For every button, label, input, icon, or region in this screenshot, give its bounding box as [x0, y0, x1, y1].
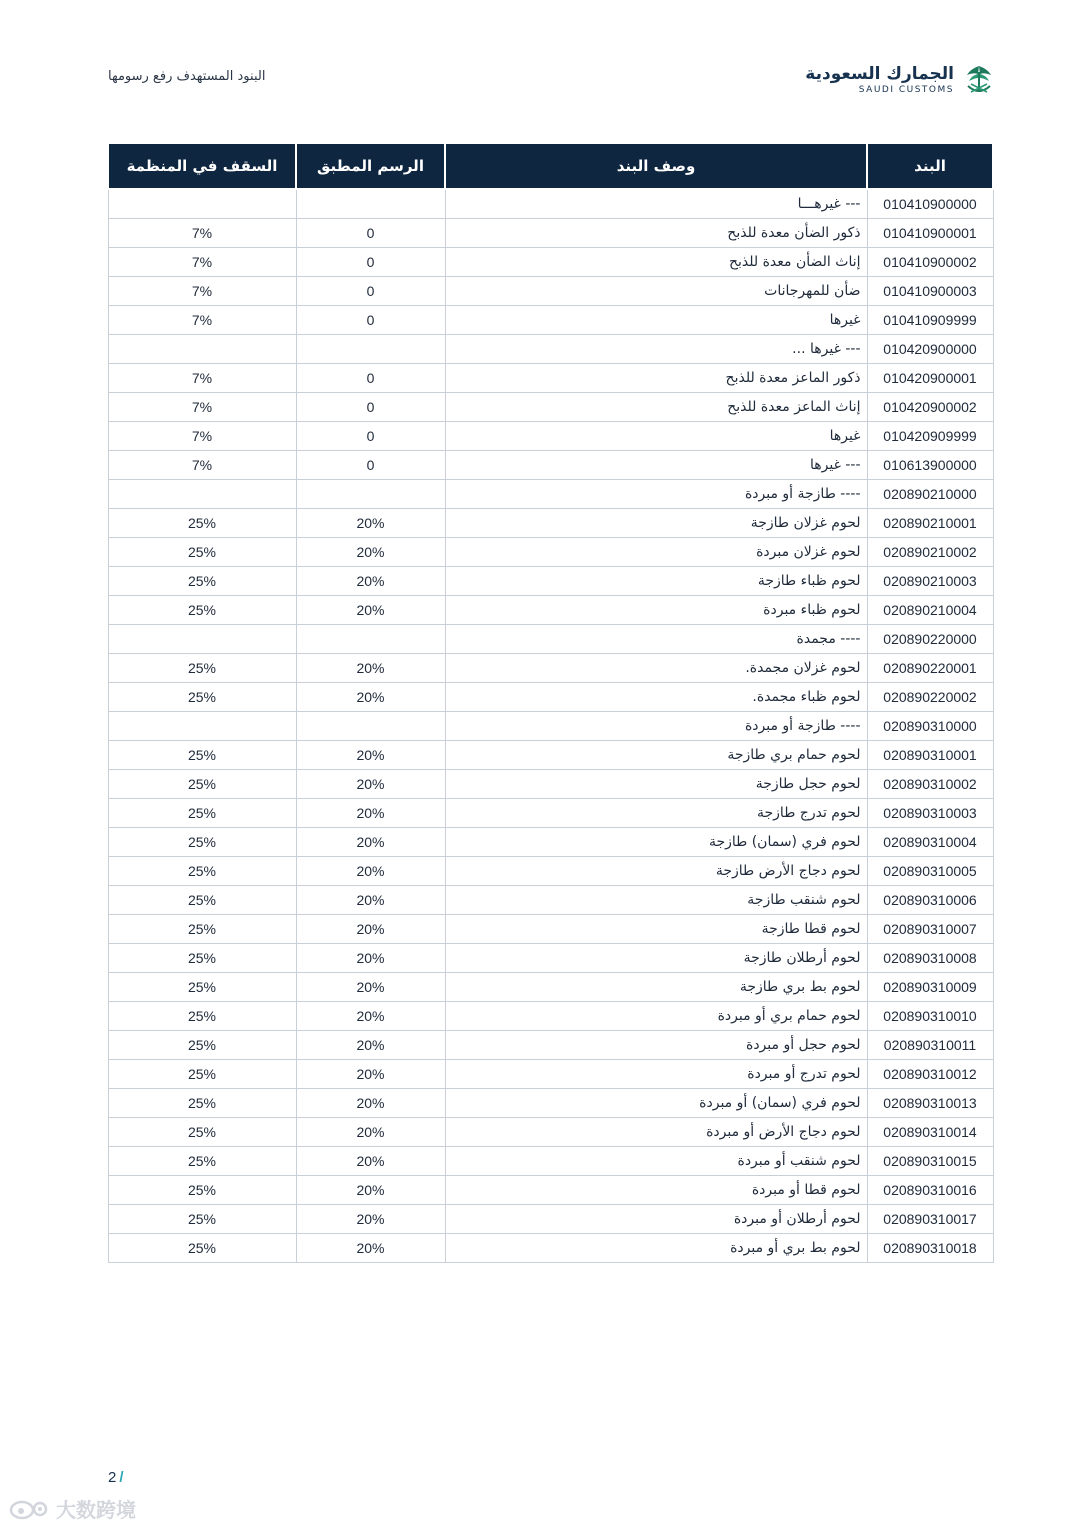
cell-wto-ceiling: 25%: [108, 1002, 296, 1031]
cell-code: 020890310003: [867, 799, 993, 828]
cell-code: 020890310007: [867, 915, 993, 944]
document-title: البنود المستهدف رفع رسومها: [108, 69, 266, 84]
cell-wto-ceiling: [108, 625, 296, 654]
cell-wto-ceiling: 25%: [108, 828, 296, 857]
cell-applied-duty: 20%: [296, 538, 445, 567]
cell-description: لحوم غزلان طازجة: [445, 509, 867, 538]
cell-description: لحوم تدرج أو مبردة: [445, 1060, 867, 1089]
cell-applied-duty: 0: [296, 451, 445, 480]
cell-code: 020890310011: [867, 1031, 993, 1060]
table-row: [108, 1205, 993, 1234]
cell-wto-ceiling: 7%: [108, 393, 296, 422]
cell-applied-duty: 20%: [296, 886, 445, 915]
table-row: [108, 422, 993, 451]
cell-wto-ceiling: 25%: [108, 654, 296, 683]
logo-arabic-text: الجمارك السعودية: [805, 64, 954, 84]
cell-wto-ceiling: 25%: [108, 741, 296, 770]
table-row: [108, 451, 993, 480]
column-header-applied-duty: الرسم المطبق: [296, 143, 445, 189]
column-header-wto-ceiling: السقف في المنظمة: [108, 143, 296, 189]
cell-description: إناث الضأن معدة للذبح: [445, 248, 867, 277]
cell-applied-duty: 20%: [296, 1060, 445, 1089]
saudi-customs-logo: [805, 62, 996, 98]
cell-wto-ceiling: 7%: [108, 364, 296, 393]
cell-wto-ceiling: 25%: [108, 1060, 296, 1089]
cell-wto-ceiling: 7%: [108, 248, 296, 277]
table-body: [108, 189, 993, 1263]
table-row: [108, 306, 993, 335]
cell-description: لحوم غزلان مبردة: [445, 538, 867, 567]
cell-description: لحوم حجل أو مبردة: [445, 1031, 867, 1060]
cell-description: لحوم دجاج الأرض أو مبردة: [445, 1118, 867, 1147]
cell-wto-ceiling: 7%: [108, 306, 296, 335]
cell-description: لحوم حمام بري طازجة: [445, 741, 867, 770]
table-row: [108, 915, 993, 944]
cell-applied-duty: [296, 712, 445, 741]
cell-applied-duty: 20%: [296, 596, 445, 625]
cell-wto-ceiling: 7%: [108, 277, 296, 306]
cell-applied-duty: 20%: [296, 915, 445, 944]
table-row: [108, 596, 993, 625]
cell-wto-ceiling: 25%: [108, 944, 296, 973]
cell-applied-duty: 20%: [296, 1118, 445, 1147]
table-row: [108, 1118, 993, 1147]
cell-code: 020890310012: [867, 1060, 993, 1089]
table-row: [108, 770, 993, 799]
cell-code: 010613900000: [867, 451, 993, 480]
watermark-text: 大数跨境: [56, 1498, 136, 1522]
cell-wto-ceiling: 25%: [108, 1176, 296, 1205]
cell-applied-duty: 20%: [296, 973, 445, 1002]
page-number-value: 2: [108, 1469, 117, 1486]
table-row: [108, 712, 993, 741]
cell-applied-duty: 0: [296, 422, 445, 451]
cell-code: 020890310010: [867, 1002, 993, 1031]
cell-wto-ceiling: 7%: [108, 422, 296, 451]
weibo-logo-icon: [8, 1498, 52, 1520]
cell-applied-duty: [296, 335, 445, 364]
cell-code: 020890310009: [867, 973, 993, 1002]
table-row: [108, 277, 993, 306]
table-row: [108, 857, 993, 886]
cell-applied-duty: 20%: [296, 857, 445, 886]
cell-code: 020890310004: [867, 828, 993, 857]
cell-description: لحوم ظباء طازجة: [445, 567, 867, 596]
cell-applied-duty: 20%: [296, 1205, 445, 1234]
cell-wto-ceiling: 25%: [108, 567, 296, 596]
cell-applied-duty: 20%: [296, 1031, 445, 1060]
cell-applied-duty: 0: [296, 306, 445, 335]
cell-code: 010420909999: [867, 422, 993, 451]
cell-applied-duty: 20%: [296, 799, 445, 828]
table-row: [108, 886, 993, 915]
cell-description: لحوم أرطلان أو مبردة: [445, 1205, 867, 1234]
cell-applied-duty: 20%: [296, 770, 445, 799]
table-header-row: [108, 143, 993, 189]
cell-description: ذكور الضأن معدة للذبح: [445, 219, 867, 248]
cell-wto-ceiling: 25%: [108, 509, 296, 538]
cell-wto-ceiling: 25%: [108, 1205, 296, 1234]
cell-code: 010410909999: [867, 306, 993, 335]
cell-code: 020890210002: [867, 538, 993, 567]
table-row: [108, 364, 993, 393]
cell-wto-ceiling: 25%: [108, 1147, 296, 1176]
table-row: [108, 1002, 993, 1031]
cell-wto-ceiling: 7%: [108, 219, 296, 248]
page-number: [108, 1469, 124, 1486]
cell-description: ذكور الماعز معدة للذبح: [445, 364, 867, 393]
cell-wto-ceiling: [108, 189, 296, 219]
cell-code: 010410900000: [867, 189, 993, 219]
cell-applied-duty: 0: [296, 364, 445, 393]
cell-code: 020890310015: [867, 1147, 993, 1176]
table-row: [108, 799, 993, 828]
table-row: [108, 1060, 993, 1089]
cell-description: ---- مجمدة: [445, 625, 867, 654]
cell-code: 020890310013: [867, 1089, 993, 1118]
table-row: [108, 1147, 993, 1176]
table-row: [108, 741, 993, 770]
cell-wto-ceiling: 25%: [108, 596, 296, 625]
cell-description: لحوم حجل طازجة: [445, 770, 867, 799]
cell-description: --- غيرها ...: [445, 335, 867, 364]
table-row: [108, 1031, 993, 1060]
cell-applied-duty: [296, 625, 445, 654]
logo-english-text: SAUDI CUSTOMS: [858, 85, 954, 95]
cell-description: غيرها: [445, 422, 867, 451]
cell-wto-ceiling: 25%: [108, 915, 296, 944]
cell-applied-duty: 20%: [296, 654, 445, 683]
cell-code: 020890310018: [867, 1234, 993, 1263]
cell-applied-duty: 20%: [296, 1089, 445, 1118]
cell-code: 020890310017: [867, 1205, 993, 1234]
cell-description: إناث الماعز معدة للذبح: [445, 393, 867, 422]
cell-code: 020890220000: [867, 625, 993, 654]
table-row: [108, 567, 993, 596]
cell-code: 020890210004: [867, 596, 993, 625]
cell-code: 010410900001: [867, 219, 993, 248]
cell-wto-ceiling: [108, 335, 296, 364]
cell-description: لحوم أرطلان طازجة: [445, 944, 867, 973]
cell-description: لحوم ظباء مجمدة.: [445, 683, 867, 712]
cell-description: لحوم شنقب أو مبردة: [445, 1147, 867, 1176]
cell-description: لحوم دجاج الأرض طازجة: [445, 857, 867, 886]
cell-applied-duty: 20%: [296, 1234, 445, 1263]
table-row: [108, 1089, 993, 1118]
cell-description: غيرها: [445, 306, 867, 335]
table-row: [108, 1176, 993, 1205]
cell-code: 020890310008: [867, 944, 993, 973]
cell-description: لحوم شنقب طازجة: [445, 886, 867, 915]
cell-description: --- غيرها: [445, 451, 867, 480]
cell-code: 020890310001: [867, 741, 993, 770]
cell-code: 010410900003: [867, 277, 993, 306]
cell-code: 020890310014: [867, 1118, 993, 1147]
column-header-code: البند: [867, 143, 993, 189]
table-row: [108, 248, 993, 277]
watermark: [8, 1494, 136, 1523]
cell-code: 010410900002: [867, 248, 993, 277]
cell-code: 010420900001: [867, 364, 993, 393]
cell-wto-ceiling: 25%: [108, 683, 296, 712]
cell-description: لحوم حمام بري أو مبردة: [445, 1002, 867, 1031]
cell-applied-duty: 20%: [296, 567, 445, 596]
table-row: [108, 654, 993, 683]
table-row: [108, 1234, 993, 1263]
table-row: [108, 509, 993, 538]
table-row: [108, 683, 993, 712]
cell-applied-duty: 20%: [296, 1002, 445, 1031]
tariff-table: [107, 142, 994, 1263]
table-row: [108, 944, 993, 973]
table-row: [108, 625, 993, 654]
cell-code: 020890310006: [867, 886, 993, 915]
cell-wto-ceiling: 25%: [108, 857, 296, 886]
cell-applied-duty: 20%: [296, 944, 445, 973]
cell-description: لحوم تدرج طازجة: [445, 799, 867, 828]
cell-code: 020890210001: [867, 509, 993, 538]
cell-applied-duty: 0: [296, 277, 445, 306]
cell-description: لحوم فري (سمان) أو مبردة: [445, 1089, 867, 1118]
cell-applied-duty: 20%: [296, 741, 445, 770]
cell-code: 020890310016: [867, 1176, 993, 1205]
palm-emblem-icon: [962, 62, 996, 98]
cell-code: 010420900000: [867, 335, 993, 364]
cell-wto-ceiling: 25%: [108, 973, 296, 1002]
cell-wto-ceiling: 7%: [108, 451, 296, 480]
table-row: [108, 393, 993, 422]
table-row: [108, 335, 993, 364]
cell-wto-ceiling: 25%: [108, 886, 296, 915]
cell-wto-ceiling: 25%: [108, 538, 296, 567]
cell-wto-ceiling: [108, 712, 296, 741]
table-row: [108, 828, 993, 857]
cell-code: 020890220001: [867, 654, 993, 683]
cell-code: 020890210003: [867, 567, 993, 596]
column-header-description: وصف البند: [445, 143, 867, 189]
cell-description: ---- طازجة أو مبردة: [445, 480, 867, 509]
cell-applied-duty: [296, 480, 445, 509]
cell-wto-ceiling: 25%: [108, 1234, 296, 1263]
table-row: [108, 480, 993, 509]
cell-wto-ceiling: 25%: [108, 799, 296, 828]
cell-applied-duty: 20%: [296, 683, 445, 712]
cell-code: 020890310002: [867, 770, 993, 799]
cell-code: 020890310000: [867, 712, 993, 741]
cell-description: لحوم قطا طازجة: [445, 915, 867, 944]
page-slash-icon: /: [119, 1469, 124, 1486]
cell-description: لحوم بط بري أو مبردة: [445, 1234, 867, 1263]
cell-code: 010420900002: [867, 393, 993, 422]
table-row: [108, 538, 993, 567]
cell-description: ---- طازجة أو مبردة: [445, 712, 867, 741]
cell-code: 020890210000: [867, 480, 993, 509]
cell-applied-duty: 20%: [296, 509, 445, 538]
table-row: [108, 219, 993, 248]
cell-description: ضأن للمهرجانات: [445, 277, 867, 306]
table-row: [108, 973, 993, 1002]
cell-applied-duty: 0: [296, 219, 445, 248]
table-row: [108, 189, 993, 219]
cell-description: لحوم بط بري طازجة: [445, 973, 867, 1002]
cell-description: لحوم غزلان مجمدة.: [445, 654, 867, 683]
cell-description: لحوم قطا أو مبردة: [445, 1176, 867, 1205]
cell-description: لحوم ظباء مبردة: [445, 596, 867, 625]
cell-wto-ceiling: [108, 480, 296, 509]
cell-wto-ceiling: 25%: [108, 770, 296, 799]
cell-wto-ceiling: 25%: [108, 1089, 296, 1118]
cell-description: لحوم فري (سمان) طازجة: [445, 828, 867, 857]
cell-applied-duty: 0: [296, 248, 445, 277]
cell-wto-ceiling: 25%: [108, 1031, 296, 1060]
cell-code: 020890220002: [867, 683, 993, 712]
cell-applied-duty: [296, 189, 445, 219]
cell-applied-duty: 20%: [296, 1176, 445, 1205]
cell-applied-duty: 0: [296, 393, 445, 422]
cell-applied-duty: 20%: [296, 828, 445, 857]
cell-description: --- غيرهـــا: [445, 189, 867, 219]
cell-wto-ceiling: 25%: [108, 1118, 296, 1147]
cell-code: 020890310005: [867, 857, 993, 886]
cell-applied-duty: 20%: [296, 1147, 445, 1176]
